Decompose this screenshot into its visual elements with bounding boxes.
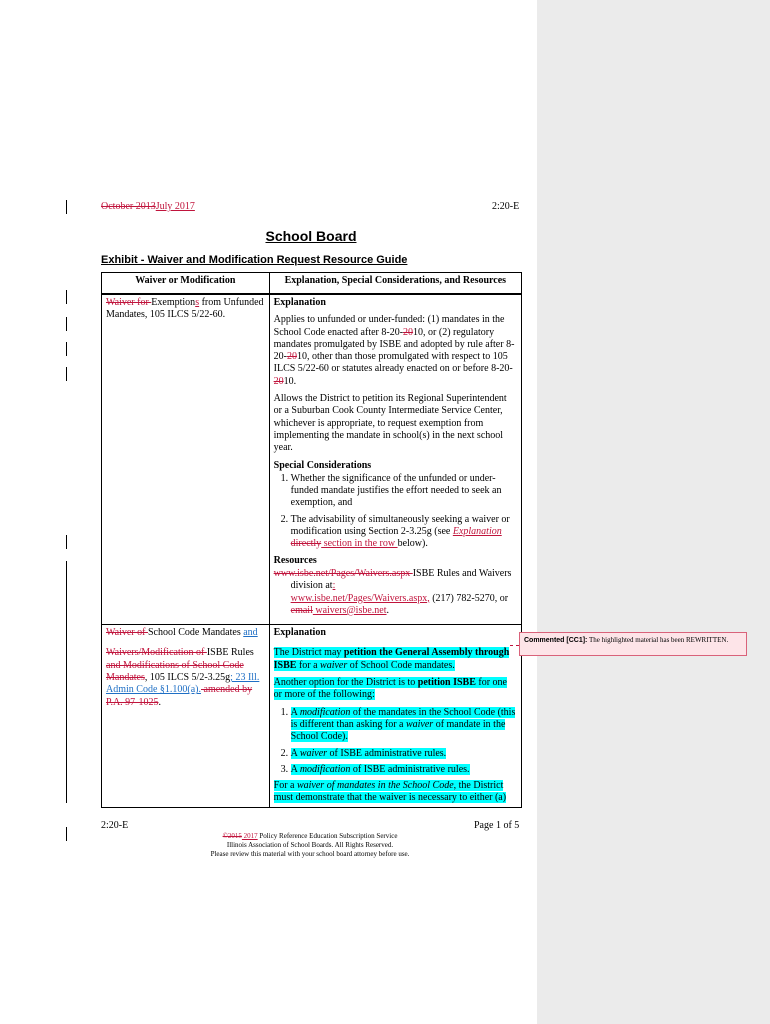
change-bar: [66, 827, 67, 841]
table-header-row: [102, 273, 522, 295]
comment-balloon[interactable]: [519, 632, 747, 656]
deleted-link: www.isbe.net/Pages/Waivers.aspx: [273, 567, 413, 579]
exhibit-subtitle: Exhibit - Waiver and Modification Request Resource Guide: [101, 254, 408, 266]
footer-code: 2:20-E: [101, 820, 129, 831]
change-bar: [66, 535, 67, 549]
isbe-waivers-link[interactable]: www.isbe.net/Pages/Waivers.aspx,: [290, 592, 430, 604]
list-item: 3. A modification of ISBE administrative rules.: [291, 764, 517, 776]
highlighted-paragraph: For a waiver of mandates in the School Code, the District must demonstrate that the waiver is necessary to either (a): [273, 780, 507, 804]
resources-paragraph: www.isbe.net/Pages/Waivers.aspx ISBE Rules and Waivers division at: www.isbe.net/Pages/Waivers.aspx, (217) 782-5270, or email waivers@isbe.net.: [273, 567, 512, 616]
table-row: [102, 625, 522, 808]
highlighted-paragraph: Another option for the District is to petition ISBE for one or more of the following:: [273, 677, 507, 701]
footer-copyright: ©2015 2017 Policy Reference Education Subscription Service Illinois Association of School Boards. All Rights Reserved. Please review this material with your school board attorney before use.: [210, 832, 410, 858]
row2-left-cell: Waiver of School Code Mandates and Waivers/Modification of ISBE Rules and Modifications of School Code Mandates, 105 ILCS 5/2-3.25g; 23 Ill. Admin Code §1.100(a). amended by P.A. 97-1025.: [102, 625, 270, 808]
change-bar: [66, 367, 67, 381]
comment-label: Commented [CC1]:: [524, 637, 588, 644]
row1-left-cell: Waiver for Exemptions from Unfunded Mandates, 105 ILCS 5/22-60.: [102, 294, 270, 625]
column-header: Explanation, Special Considerations, and Resources: [269, 273, 521, 295]
explanation-heading: Explanation: [273, 627, 326, 639]
comment-connector: [510, 645, 519, 647]
header-date: October 2013July 2017: [101, 201, 195, 212]
explanation-paragraph: Allows the District to petition its Regional Superintendent or a Suburban Cook County Intermediate Service Center, whichever is appropriate, to request exemption from implementing the mandate in school(s) in the next school year.: [273, 393, 507, 454]
row2-right-cell: [269, 625, 521, 808]
highlighted-paragraph: The District may petition the General Assembly through ISBE for a waiver of School Code mandates.: [273, 647, 510, 671]
special-considerations-heading: Special Considerations: [273, 459, 372, 471]
change-bar: [66, 290, 67, 304]
footer-page-number: Page 1 of 5: [474, 820, 520, 831]
change-bar: [66, 561, 67, 803]
explanation-paragraph: Applies to unfunded or under-funded: (1) mandates in the School Code enacted after 8-20-2010, or (2) regulatory mandates promulgated by ISBE and adopted by rule after 8-20-2010, other than those promulgated with respect to 105 ILCS 5/22-60 or statutes already enacted on or before 8-20-2010.: [273, 314, 515, 387]
header-code: 2:20-E: [492, 201, 520, 212]
comments-pane: [537, 0, 770, 1024]
table-row: [102, 294, 522, 625]
comment-text: The highlighted material has been REWRITTEN.: [587, 636, 729, 644]
list-item: 1. A modification of the mandates in the School Code (this is different than asking for a waiver of mandate in the School Code).: [291, 707, 517, 744]
list-item: 1. Whether the significance of the unfunded or under-funded mandate justifies the effort needed to seek an exemption, and: [291, 473, 517, 510]
column-header: Waiver or Modification: [102, 273, 270, 295]
considerations-list: [274, 473, 517, 551]
list-item: 2. A waiver of ISBE administrative rules.: [291, 748, 517, 760]
row1-right-cell: [269, 294, 521, 625]
resources-heading: Resources: [273, 554, 317, 566]
resource-guide-table: [101, 272, 522, 808]
change-bar: [66, 317, 67, 331]
options-list: [274, 707, 517, 776]
explanation-heading: Explanation: [273, 297, 326, 308]
change-bar: [66, 342, 67, 356]
waivers-email-link[interactable]: waivers@isbe.net: [312, 604, 387, 616]
page-title: School Board: [265, 228, 357, 244]
change-bar: [66, 200, 67, 214]
list-item: 2. The advisability of simultaneously seeking a waiver or modification using Section 2-3.25g (see Explanation directly section in the row below).: [291, 514, 517, 551]
